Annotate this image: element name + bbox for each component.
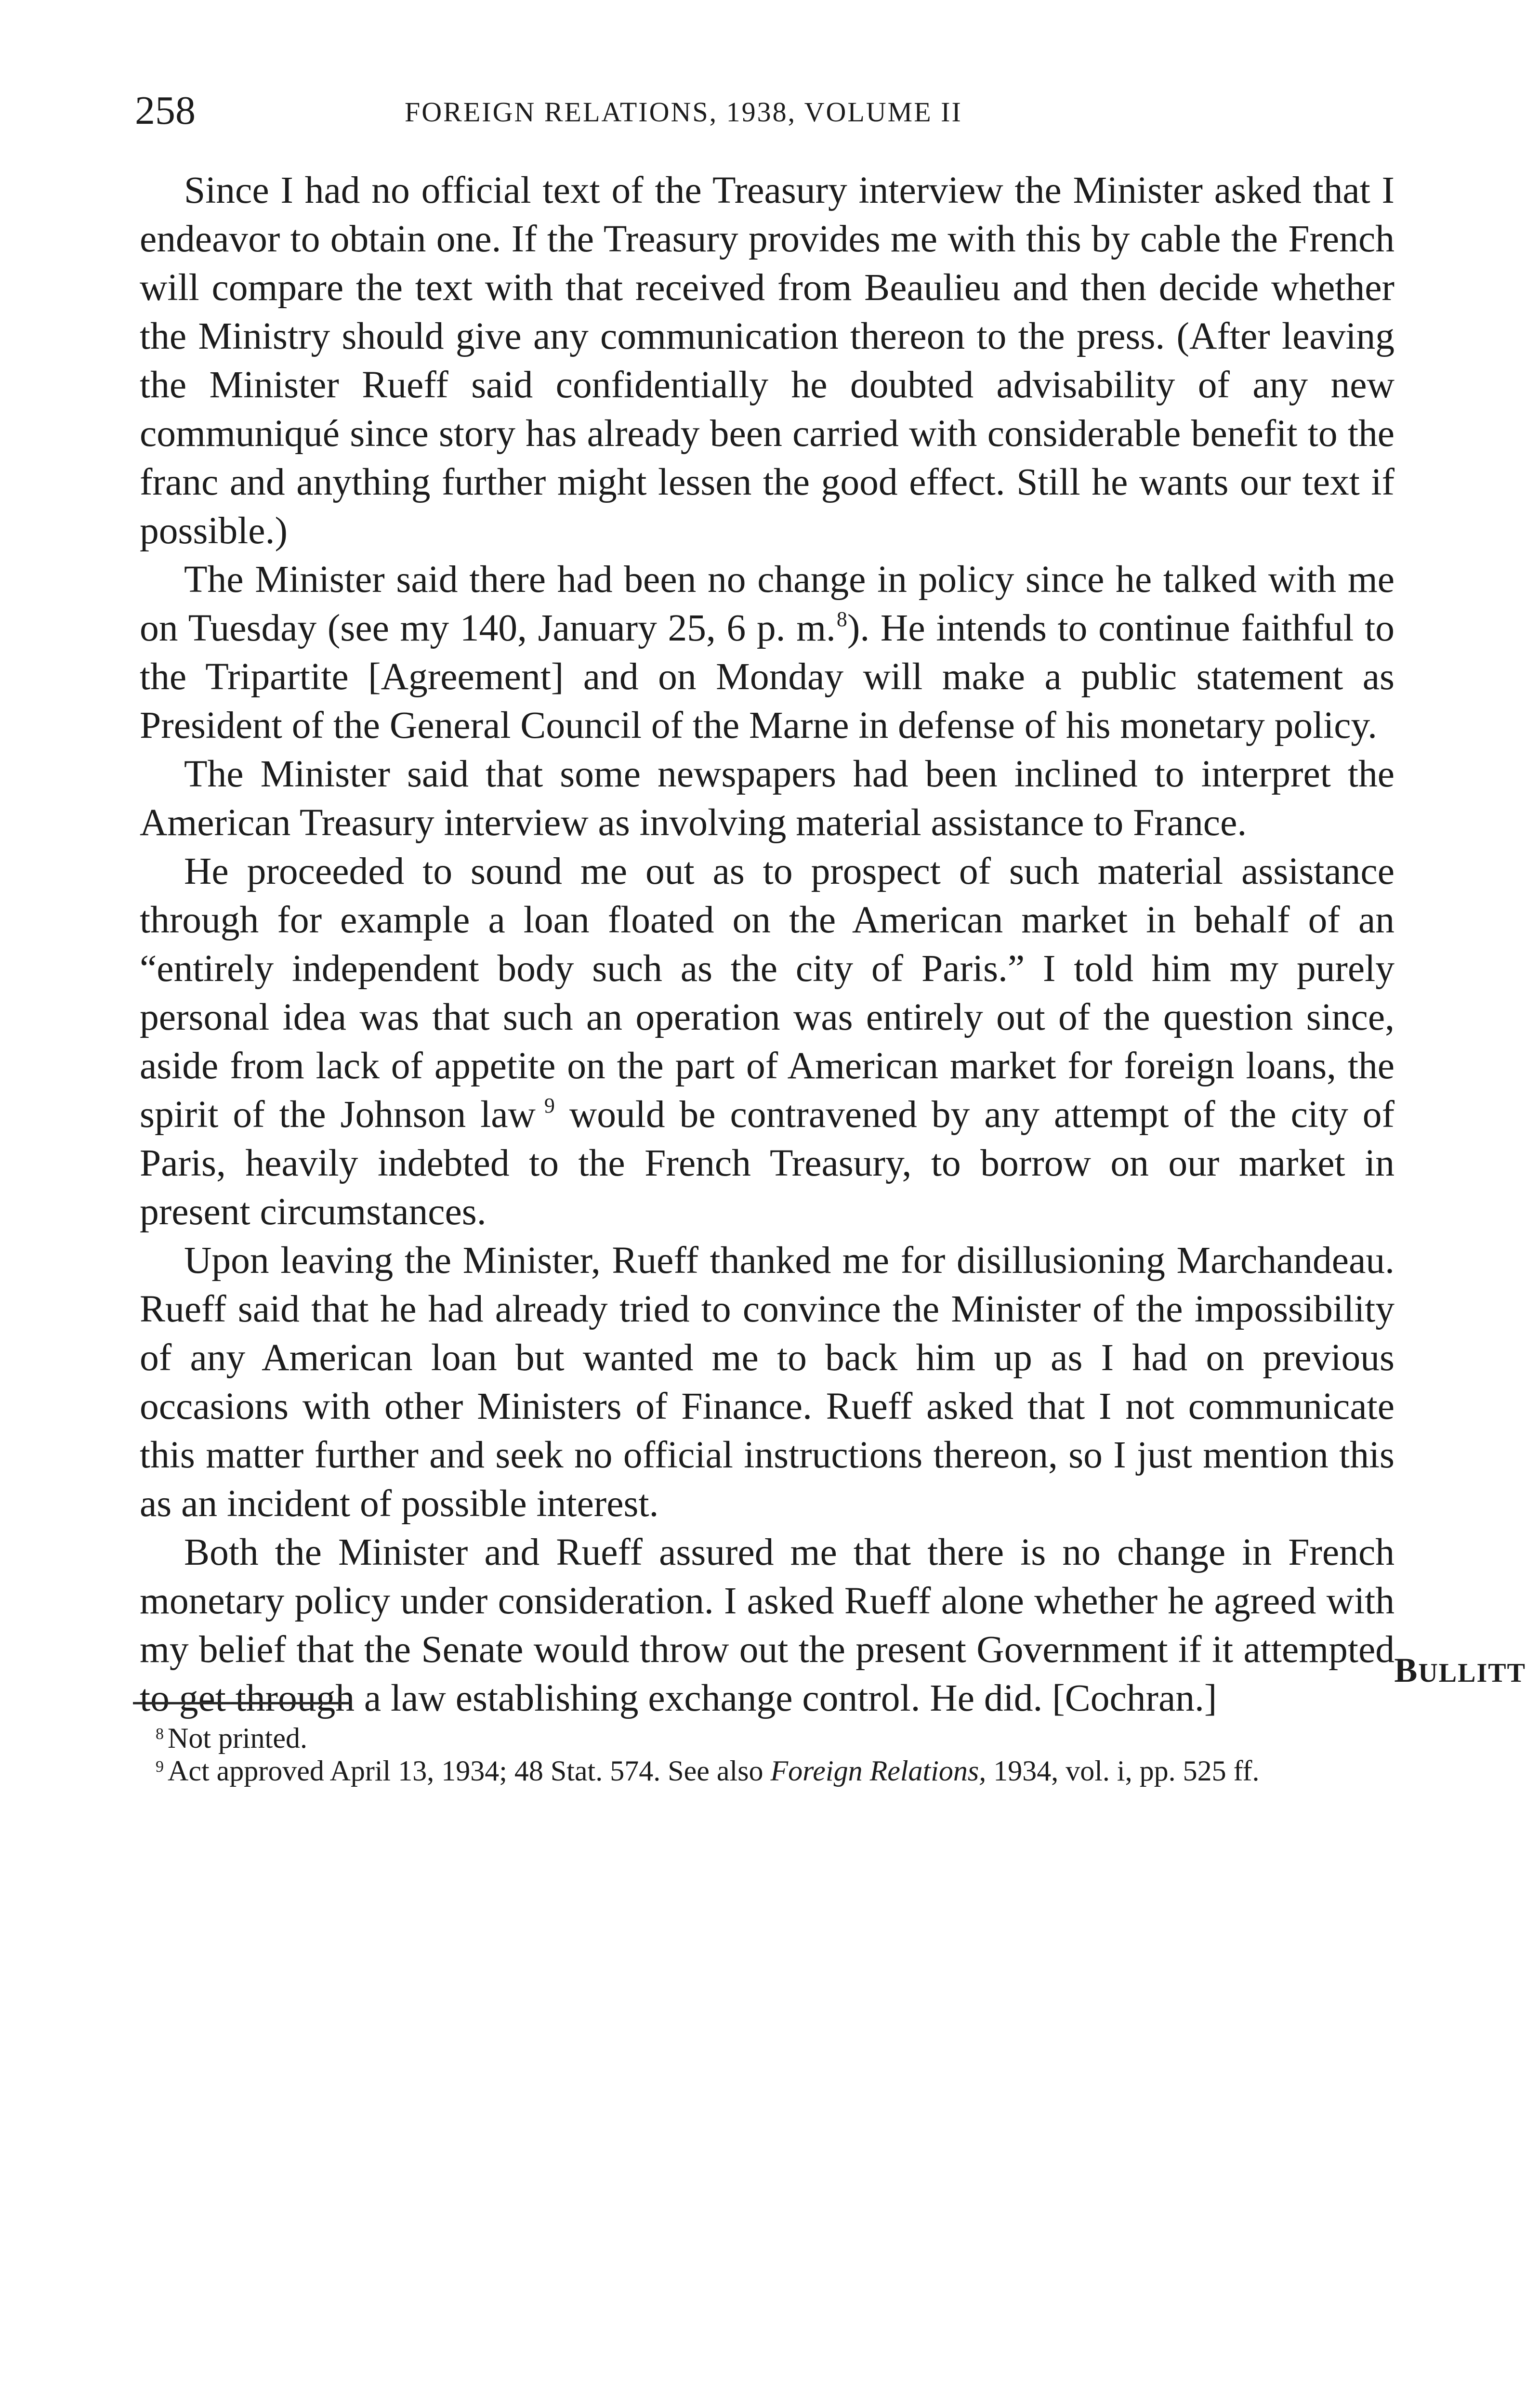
body-text [140,166,1394,1723]
running-head: FOREIGN RELATIONS, 1938, VOLUME II [405,96,962,128]
footnote-text-tail: 1934, vol. i, pp. 525 ff. [986,1755,1260,1787]
footnotes [128,1722,1399,1787]
footnote-text: Not printed. [168,1722,307,1754]
footnote-marker: 8 [156,1725,164,1743]
paragraph-2-text: The Minister said there had been no change in policy since he talked with me on Tuesday (see my 140, January 25, 6 p. m. [140,558,1394,649]
footnote-divider [133,1702,351,1704]
footnote-9 [128,1754,1399,1787]
paragraph-4-text: He proceeded to sound me out as to prospect of such material assistance through for example a loan floated on the American market in behalf of an “entirely independent body such as the city of Paris.” I told him my purely personal idea was that such an operation was entirely out of the question since, aside from lack of appetite on the part of American market for foreign loans, the spirit of the Johnson law [140,850,1394,1136]
footnote-8 [128,1722,1399,1754]
footnote-ref-8[interactable]: 8 [836,607,847,631]
paragraph-3: The Minister said that some newspapers had been inclined to interpret the American Treasury interview as involving material assistance to France. [140,753,1394,844]
paragraph-4-tail: would be contravened by any attempt of the city of Paris, heavily indebted to the French Treasury, to borrow on our market in present circumstances. [140,1093,1395,1233]
footnote-italic-title: Foreign Relations, [770,1755,987,1787]
paragraph-1: Since I had no official text of the Treasury interview the Minister asked that I endeavor to obtain one. If the Treasury provides me with this by cable the French will compare the text with that received from Beaulieu and then decide whether the Ministry should give any communication thereon to the press. (After leaving the Minister Rueff said confidentially he doubted advisability of any new communiqué since story has already been carried with considerable benefit to the franc and anything further might lessen the good effect. Still he wants our text if possible.) [140,169,1394,552]
paragraph-2-tail: ). He intends to continue faithful to the Tripartite [Agreement] and on Monday will make a public statement as President of the General Council of the Marne in defense of his monetary policy. [140,607,1394,746]
paragraph-5: Upon leaving the Minister, Rueff thanked me for disillusioning Marchandeau. Rueff said that he had already tried to convince the Minister of the impossibility of any American loan but wanted me to back him up as I had on previous occasions with other Ministers of Finance. Rueff asked that I not communicate this matter further and seek no official instructions thereon, so I just mention this as an incident of possible interest. [140,1239,1394,1525]
paragraph-4 [140,847,1394,1236]
paragraph-6: Both the Minister and Rueff assured me that there is no change in French monetary policy under consideration. I asked Rueff alone whether he agreed with my belief that the Senate would throw out the present Government if it attempted to get through a law establishing exchange control. He did. [Cochran.] [140,1531,1394,1719]
signature [1394,1646,1526,1697]
page-number: 258 [135,88,196,133]
signature-rest: ULLITT [1418,1658,1526,1688]
footnote-marker: 9 [156,1758,164,1776]
footnote-text: Act approved April 13, 1934; 48 Stat. 574. See also [168,1755,771,1787]
paragraph-2 [140,555,1394,750]
page-header [135,84,1402,137]
footnote-ref-9[interactable]: 9 [544,1094,555,1117]
signature-initial: B [1394,1651,1419,1689]
